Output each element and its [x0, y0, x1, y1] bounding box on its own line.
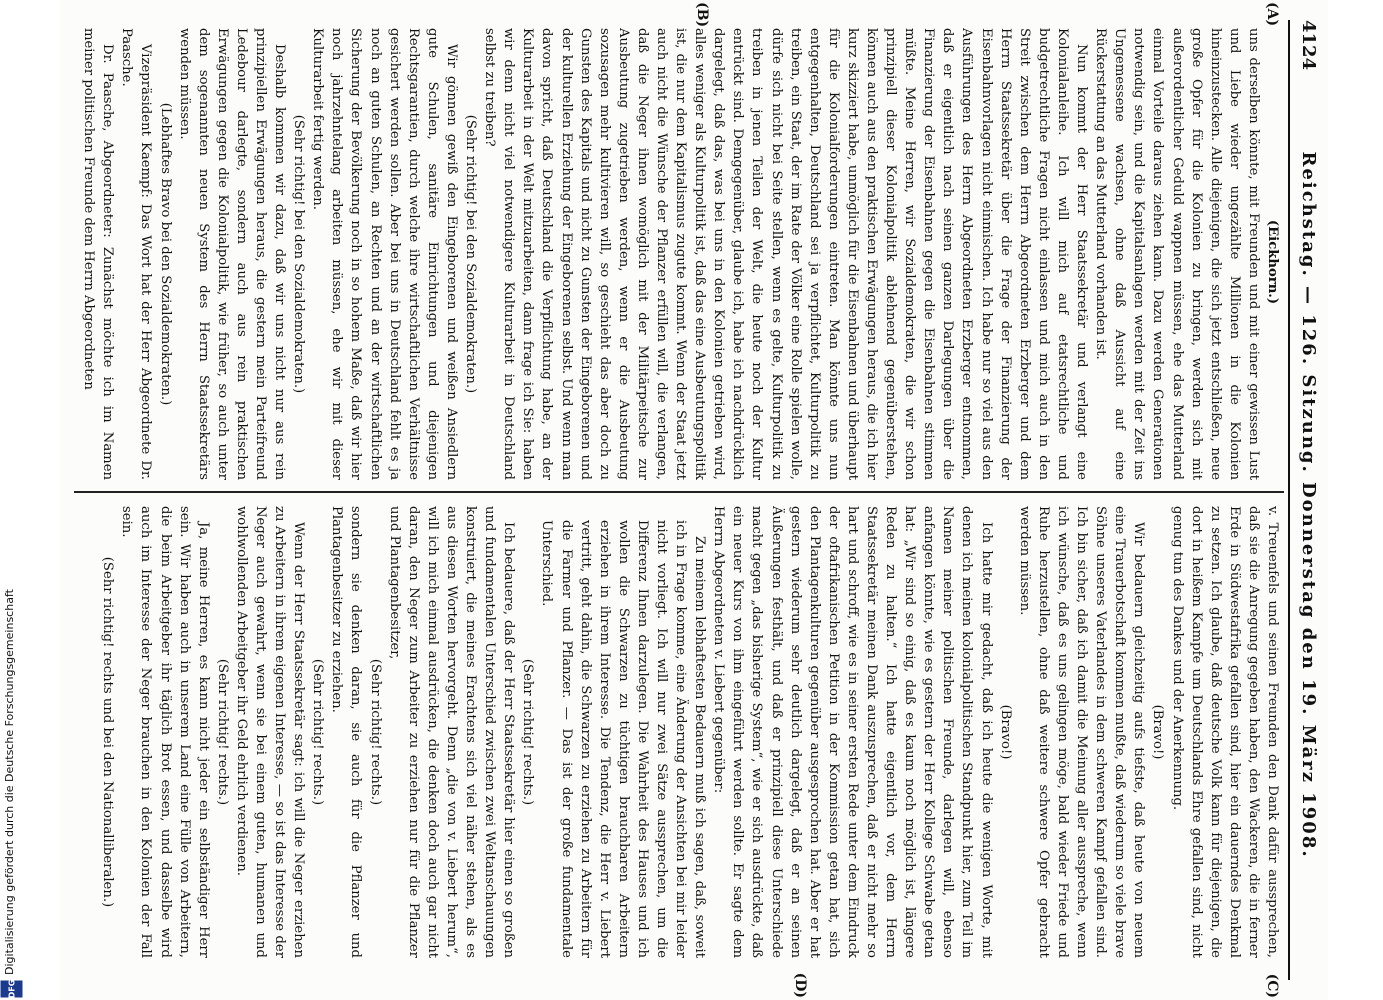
digitization-footer [0, 0, 32, 1000]
paragraph: v. Treuenfels und seinen Freunden den Dank dafür aussprechen, daß sie die Anregung gegeben haben, den Wackeren, die in ferner Erde in Südwestafrika gefallen sind, hier ein dauerndes Denkmal zu setzen. Ich glaube, daß deutsche Volk kann für diejenigen, die dort in heißem Kampfe um Deutschlands Ehre gefallen sind, nicht genug tun des Dankes und der Anerkennung. [1169, 506, 1280, 958]
paragraph: uns derselben könnte, mit Freunden und mit einer gewissen Lust und Liebe wieder ungezählte Millionen in die Kolonien hineinzustecken. Alle diejenigen, die sich jetzt entschließen, neue große Opfer für die Kolonien zu bringen, werden sich mit außerordentlicher Geduld wappnen müssen, ehe das Mutterland einmal Vorteile daraus ziehen kann. Dazu werden Generationen notwendig sein, und die Kapitalsanlagen werden mit der Zeit ins Ungemessene wachsen, ohne daß Aussicht auf eine Rückerstattung an das Mutterland vorhanden ist. [1093, 28, 1261, 480]
paragraph: Wenn der Herr Staatssekretär sagt: ich will die Neger erziehen zu Arbeitern in ihrem eigenen Interesse, — so ist das Interesse der Neger auch gewahrt, wenn sie bei einem guten, humanen und wohlwollenden Arbeitgeber ihr Geld ehrlich verdienen. [233, 506, 307, 958]
page-header [1292, 20, 1326, 980]
paragraph: Ja, meine Herren, es kann nicht jeder ein selbständiger Herr sein. Wir haben auch in unserem Land eine Fülle von Arbeitern, die beim Arbeitgeber ihr täglich Brot essen, und dasselbe wird auch im Interesse der Neger brauchen in den Kolonien der Fall sein. [119, 506, 211, 958]
paragraph: Vizepräsident Kaempf: Das Wort hat der Herr Abgeordnete Dr. Paasche. [119, 28, 154, 480]
speaker-label: (Eickhorn.) [1265, 219, 1280, 305]
newspaper-page [60, 0, 1328, 1000]
column-divider [74, 491, 1284, 493]
interjection: (Sehr richtig! rechts und bei den Nationalliberalen.) [100, 556, 116, 908]
dfg-logo: DFG [1, 981, 23, 998]
left-column [72, 28, 1282, 480]
paragraph: Deshalb kommen wir dazu, daß wir uns nicht nur aus rein prinzipiellen Erwägungen heraus, die gestern mein Parteifreund Ledebour darlegte, sondern auch aus rein praktischen Erwägungen gegen die Kolonialpolitik, wie früher, so auch unter dem sogenannten neuen System des Herrn Staatssekretärs wenden müssen. [176, 28, 288, 480]
interjection: (Lebhaftes Bravo bei den Sozialdemokraten.) [157, 102, 173, 406]
interjection: (Bravo!) [997, 704, 1013, 760]
interjection: (Sehr richtig! bei den Sozialdemokraten.) [291, 114, 307, 394]
margin-marker-c: (C) [1264, 973, 1280, 998]
paragraph: Wir gönnen gewiß den Eingeborenen und weißen Ansiedlern gute Schulen, sanitäre Einrichtungen und diejenigen Rechtsgarantien, durch welche ihre wirtschaftlichen Verhältnisse gesichert werden sollen. Aber bei uns in Deutschland fehlt es ja noch an guten Schulen, an Rechten und an der wirtschaftlichen Sicherung der Bevölkerung noch in so hohem Maße, daß wir hier noch jahrzehntelang arbeiten müssen, ehe wir mit dieser Kulturarbeit fertig werden. [310, 28, 459, 480]
interjection: (Sehr richtig! bei den Sozialdemokraten.) [463, 114, 479, 394]
header-rule [1288, 20, 1290, 980]
interjection: (Sehr richtig! rechts.) [214, 658, 230, 806]
margin-marker-a: (A) [1264, 2, 1280, 27]
paragraph: Dr. Paasche, Abgeordneter: Zunächst möchte ich im Namen meiner politischen Freunde dem Herrn Abgeordneten [81, 28, 116, 480]
paragraph: Ich hatte mir gedacht, daß ich heute die wenigen Worte, mit denen ich meinen kolonialpolitischen Standpunkt hier, zum Teil im Namen meiner politischen Freunde, darlegen will, ebenso anfangen könnte, wie es gestern der Herr Kollege Schwabe getan hat: „Wir sind so einig, daß es kaum noch möglich ist, längere Reden zu halten.“ Ich hatte eigentlich vor, dem Herrn Staatssekretär meinen Dank auszusprechen, daß er nicht mehr so hart und schroff, wie es in seiner ersten Rede unter dem Eindruck der oftafrikanischen Petition in der Kommission getan hat, sich den Plantagenkulturen gegenüber ausgesprochen hat. Aber er hat gestern wiederum sehr deutlich dargelegt, daß er an seinen Äußerungen festhält, und daß er prinzipiell diese Unterschiede macht gegen „das bisherige System“, wie er sich ausdrückte, daß ein neuer Kurs von ihm eingeführt werden sollte. Er sagte dem Herrn Abgeordneten v. Liebert gegenüber: [711, 506, 994, 958]
paragraph: Ich bedauere, daß der Herr Staatssekretär hier einen so großen und fundamentalen Unterschied zwischen zwei Weltanschauungen konstruiert, die meines Erachtens sich viel näher stehen, als es aus diesen Worten hervorgeht. Denn „die von v. Liebert herum“, will ich mich einmal ausdrücken, die denken doch auch gar nicht daran, den Neger zum Arbeiter zu erziehen nur für die Pflanzer und Plantagenbesitzer, [386, 506, 517, 958]
interjection: (Bravo!) [1150, 704, 1166, 760]
paragraph: sondern sie denken daran, sie auch für die Pflanzer und Plantagenbesitzer zu erziehen. [329, 506, 364, 958]
interjection: (Sehr richtig! rechts.) [310, 658, 326, 806]
paragraph: Nun kommt der Herr Staatssekretär und verlangt eine Kolonialanleihe. Ich will mich auf etatsrechtliche und budgetrechtliche Fragen nicht einlassen und mich auch in den Streit zwischen dem Herrn Abgeordneten Erzberger und dem Herrn Staatssekretär über die Frage der Finanzierung der Eisenbahnvorlagen nicht einmischen. Ich habe nur so viel aus den Ausführungen des Herrn Abgeordneten Erzberger entnommen, daß er eigentlich nach seinen ganzen Darlegungen über die Finanzierung der Eisenbahnen gegen die Eisenbahnen stimmen müßte. Meine Herren, wir Sozialdemokraten, die wir schon prinzipiell dieser Kolonialpolitik ablehnend gegenüberstehen, können auch aus den praktischen Erwägungen heraus, die ich hier kurz skizziert habe, unmöglich für die Eisenbahnen und überhaupt für die Kolonialforderungen eintreten. Man könnte uns nun entgegenhalten, Deutschland sei ja verpflichtet, Kulturpolitik zu treiben, ein Staat, der im Rate der Völker eine Rolle spielen wolle, dürfe sich nicht bei Seite stellen, wenn es gelte, Kulturpolitik zu treiben in jenen Teilen der Welt, die heute noch der Kultur entrückt sind. Demgegenüber, glaube ich, habe ich nachdrücklich dargelegt, daß das, was bei uns in den Kolonien getrieben wird, alles weniger als Kulturpolitik ist, daß das eine Ausbeutungspolitik ist, die nur dem Kapitalismus zugute kommt. Wenn der Staat jetzt auch nicht die Wünsche der Pflanzer erfüllen will, die verlangen, daß die Neger ihnen womöglich mit der Militärpeitsche zur Ausbeutung zugetrieben werden, wenn er die Ausbeutung sozusagen mehr kultivieren will, so geschieht das aber doch zu Gunsten des Kapitals und nicht zu Gunsten der Eingeborenen und der kulturellen Erziehung der Eingeborenen selbst. Und wenn man davon spricht, daß Deutschland die Verpflichtung habe, an der Kulturarbeit in der Welt mitzuarbeiten, dann frage ich Sie: haben wir denn nicht viel notwendigere Kulturarbeit in Deutschland selbst zu treiben? [482, 28, 1090, 480]
right-column [72, 506, 1282, 958]
digitization-credit: Digitalisierung gefördert durch die Deutsche Forschungsgemeinschaft [3, 589, 16, 975]
margin-marker-d: (D) [792, 972, 808, 998]
quotation: Zu meinem lebhaftesten Bedauern muß ich sagen, daß, soweit ich in Frage komme, eine Änderung der Ansichten bei mir leider nicht vorliegt. Ich will nur zwei Sätze aussprechen, um die Differenz Ihnen darzulegen. Die Wahrheit des Hauses und ich wollen die Schwarzen zu tüchtigen brauchbaren Arbeitern erziehen in ihrem Interesse. Die Tendenz, die Herr v. Liebert vertritt, geht dahin, die Schwarzen zu erziehen zu Arbeitern für die Farmer und Pflanzer. — Das ist der große fundamentale Unterschied. [539, 520, 708, 958]
interjection: (Sehr richtig! rechts.) [520, 658, 536, 806]
interjection: (Sehr richtig! rechts.) [367, 658, 383, 806]
page-number: 4124 [1298, 20, 1320, 71]
paragraph: Wir bedauern gleichzeitig aufs tiefste, daß heute von neuem eine Trauerbotschaft kommen mußte, daß wiederum so viele brave Söhne unseres Vaterlandes in dem schweren Kampf gefallen sind. Ich bin sicher, daß ich damit die Meinung aller ausspreche, wenn ich wünsche, daß es uns gelingen möge, bald wieder Friede und Ruhe herzustellen, ohne daß weitere schwere Opfer gebracht werden müssen. [1016, 506, 1147, 958]
margin-marker-b: (B) [694, 2, 710, 28]
page-title: Reichstag. — 126. Sitzung. Donnerstag den 19. März 1908. [1298, 151, 1320, 859]
